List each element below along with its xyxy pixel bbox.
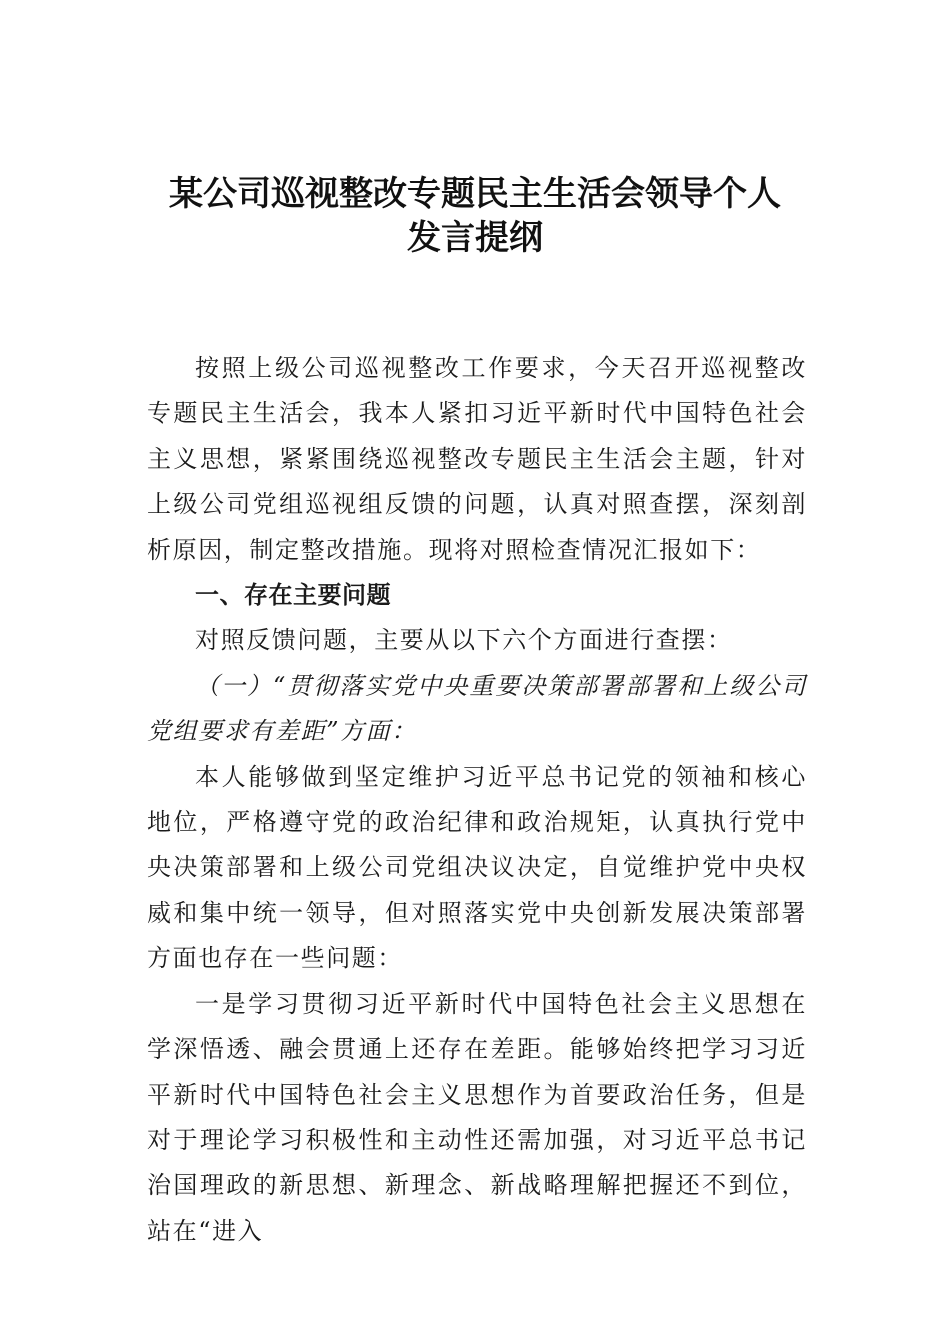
body-paragraph: 本人能够做到坚定维护习近平总书记党的领袖和核心地位，严格遵守党的政治纪律和政治规矩，认真执行党中央决策部署和上级公司党组决议决定，自觉维护党中央权威和集中统一领导，但对照落实党中央创新发展决策部署方面也存在一些问题：: [147, 762, 807, 973]
document-title-line-1: 某公司巡视整改专题民主生活会领导个人: [169, 174, 781, 214]
section-heading: 一、存在主要问题: [195, 581, 391, 610]
subsection-heading: （一）“贯彻落实党中央重要决策部署部署和上级公司党组要求有差距”方面：: [147, 671, 807, 746]
intro-paragraph: 按照上级公司巡视整改工作要求，今天召开巡视整改专题民主生活会，我本人紧扣习近平新时代中国特色社会主义思想，紧紧围绕巡视整改专题民主生活会主题，针对上级公司党组巡视组反馈的问题，认真对照查摆，深刻剖析原因，制定整改措施。现将对照检查情况汇报如下：: [147, 354, 807, 564]
body-paragraph: 一是学习贯彻习近平新时代中国特色社会主义思想在学深悟透、融会贯通上还存在差距。能够始终把学习习近平新时代中国特色社会主义思想作为首要政治任务，但是对于理论学习积极性和主动性还需加强，对习近平总书记治国理政的新思想、新理念、新战略理解把握还不到位，站在“进入: [147, 989, 807, 1245]
document-title-line-2: 发言提纲: [407, 218, 543, 258]
document-body: [147, 346, 807, 1254]
section-intro-paragraph: 对照反馈问题，主要从以下六个方面进行查摆：: [195, 626, 733, 655]
